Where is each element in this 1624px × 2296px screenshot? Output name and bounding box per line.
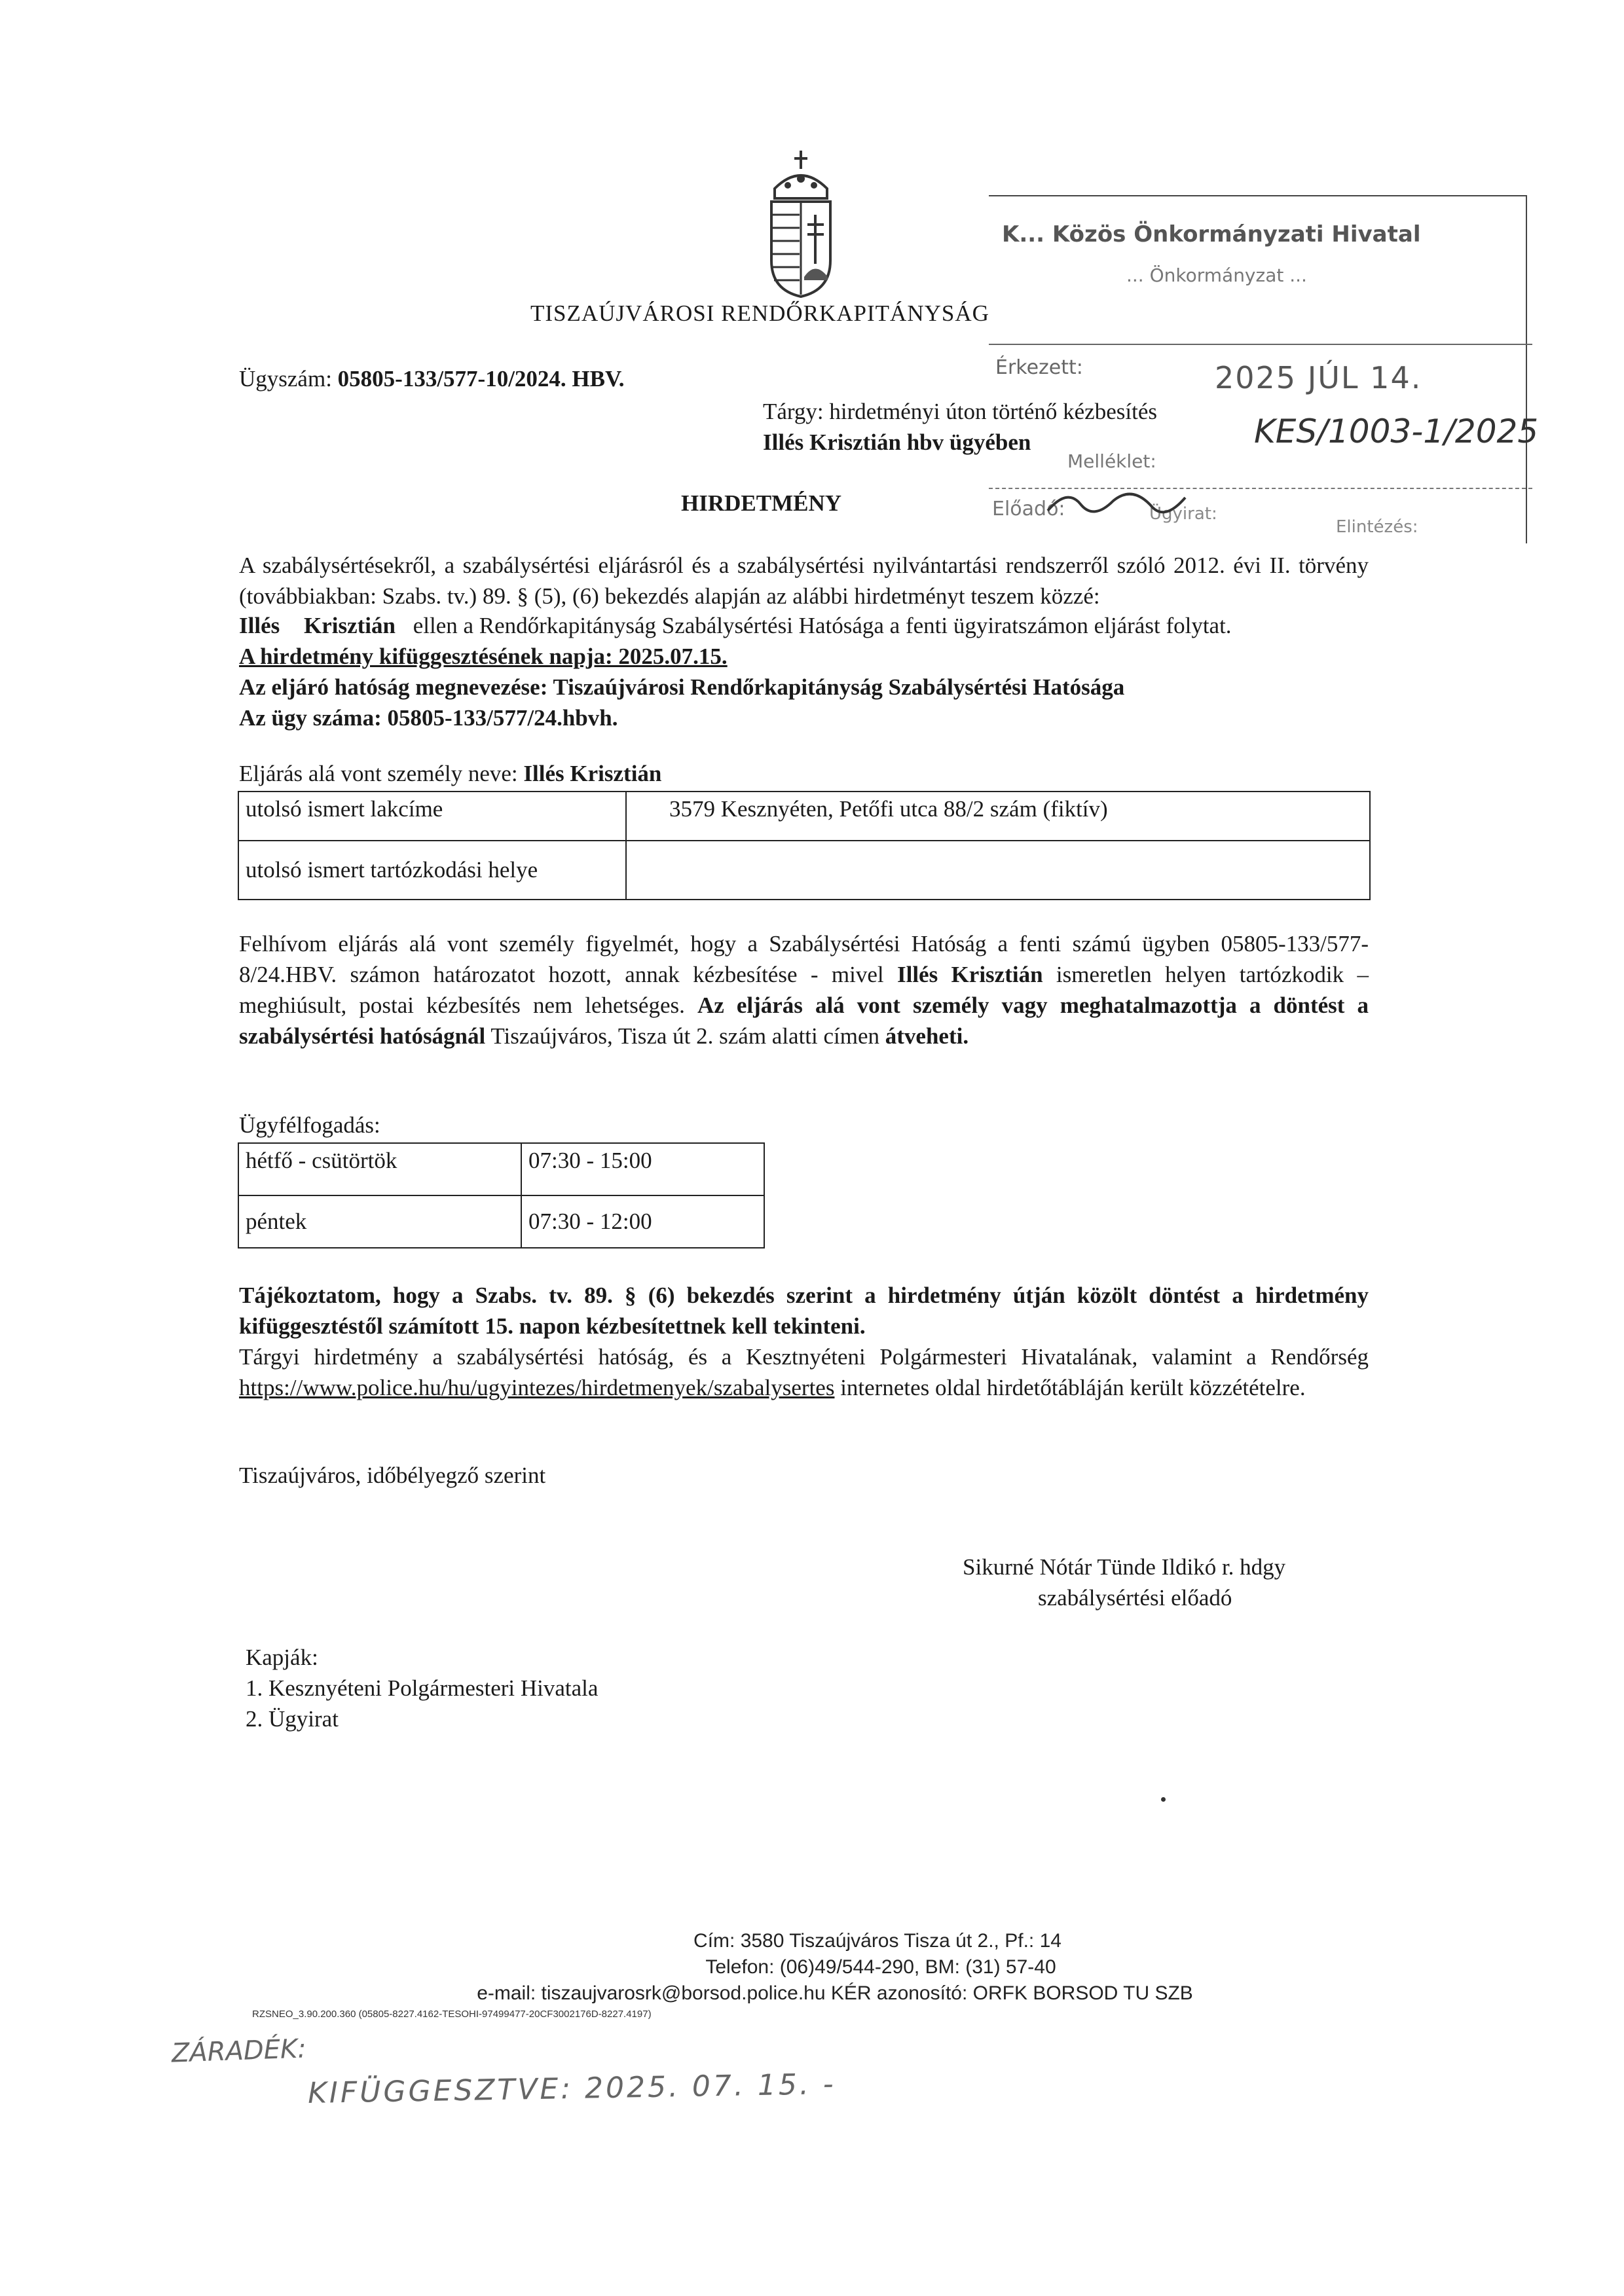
info-bold-paragraph: Tájékoztatom, hogy a Szabs. tv. 89. § (6) bekezdés szerint a hirdetmény útján közölt döntést a hirdetmény kifüggesztéstől számított 15. napon kézbesítettnek kell tekinteni. xyxy=(239,1283,1369,1339)
person-name-line xyxy=(239,758,661,789)
org-title: TISZAÚJVÁROSI RENDŐRKAPITÁNYSÁG xyxy=(530,301,989,326)
stamp-line-2: ... Önkormányzat ... xyxy=(1126,264,1307,286)
signature-title: szabálysértési előadó xyxy=(1038,1585,1232,1611)
info-text-before: Tárgyi hirdetmény a szabálysértési hatóság, és a Kesztnyéteni Polgármesteri Hivatalának, valamint a Rendőrség xyxy=(239,1344,1369,1370)
stamp-received-label: Érkezett: xyxy=(995,356,1083,379)
person-name-label: Eljárás alá vont személy neve: xyxy=(239,761,518,786)
notice-text-5: átveheti. xyxy=(885,1023,969,1049)
table-row xyxy=(238,1143,764,1195)
person-name-value: Illés Krisztián xyxy=(523,761,662,786)
hours-day: hétfő - csütörtök xyxy=(238,1143,521,1195)
footer-address: Cím: 3580 Tiszaújváros Tisza út 2., Pf.: 14 xyxy=(693,1930,1061,1952)
table-row xyxy=(238,1195,764,1248)
hours-table xyxy=(238,1142,765,1248)
notice-text-1: Felhívom eljárás alá vont személy figyelmét, hogy a Szabálysértési Hatóság a fenti számú ügyben 05805-133/577-8/24.HBV. számon határozatot hozott, annak kézbesítése - mivel xyxy=(239,931,1369,987)
authority-line: Az eljáró hatóság megnevezése: Tiszaújvárosi Rendőrkapitányság Szabálysértési Hatósága xyxy=(239,674,1125,700)
intro-name: Illés Krisztián xyxy=(239,613,396,638)
footer xyxy=(0,1928,1624,2007)
posting-date: A hirdetmény kifüggesztésének napja: 2025.07.15. xyxy=(239,644,728,669)
coat-of-arms-emblem xyxy=(765,149,837,300)
police-website-link[interactable]: https://www.police.hu/hu/ugyintezes/hirdetmenyek/szabalysertes xyxy=(239,1375,835,1400)
hours-time: 07:30 - 15:00 xyxy=(521,1143,764,1195)
hours-day: péntek xyxy=(238,1195,521,1248)
case-number-value: 05805-133/577-10/2024. HBV. xyxy=(337,366,625,392)
table-row xyxy=(238,792,1370,841)
notice-paragraph xyxy=(239,928,1369,1051)
case-number xyxy=(239,363,625,394)
stamp-clerk-label: Előadó: xyxy=(992,498,1065,520)
notice-text-4: Tiszaújváros, Tisza út 2. szám alatti címen xyxy=(490,1023,880,1049)
document-code: RZSNEO_3.90.200.360 (05805-8227.4162-TESOHI-97499477-20CF3002176D-8227.4197) xyxy=(252,2009,652,2020)
intro-rest: ellen a Rendőrkapitányság Szabálysértési Hatósága a fenti ügyiratszámon eljárást folytat. xyxy=(413,613,1232,638)
hours-title: Ügyfélfogadás: xyxy=(239,1112,380,1138)
place-date: Tiszaújváros, időbélyegző szerint xyxy=(239,1463,546,1488)
received-stamp xyxy=(989,195,1539,543)
recipients-title: Kapják: xyxy=(246,1645,318,1670)
hours-time: 07:30 - 12:00 xyxy=(521,1195,764,1248)
info-paragraph xyxy=(239,1341,1369,1403)
table-cell-value: 3579 Kesznyéten, Petőfi utca 88/2 szám (fiktív) xyxy=(626,792,1370,841)
stamp-line-1: K... Közös Önkormányzati Hivatal xyxy=(1002,221,1421,247)
stamp-handled-label: Elintézés: xyxy=(1336,517,1418,537)
stray-mark xyxy=(1161,1797,1166,1802)
notice-text-2: ismeretlen helyen tartózkodik – meghiúsult, postai kézbesítés nem lehetséges. xyxy=(239,962,1369,1018)
handwritten-label: ZÁRADÉK: xyxy=(171,2033,307,2069)
stamp-initials-signature xyxy=(1041,484,1198,530)
table-row xyxy=(238,841,1370,900)
recipient-item: 2. Ügyirat xyxy=(246,1706,339,1732)
subject-line-2: Illés Krisztián hbv ügyében xyxy=(763,429,1031,455)
person-table xyxy=(238,791,1371,900)
intro-paragraph-2 xyxy=(239,610,1369,641)
subject-line-1: Tárgy: hirdetményi úton történő kézbesítés xyxy=(763,399,1157,424)
doc-title: HIRDETMÉNY xyxy=(681,490,842,516)
info-text-after: internetes oldal hirdetőtábláján került közzétételre. xyxy=(840,1375,1306,1400)
stamp-divider-1 xyxy=(989,344,1532,345)
case-number-line: Az ügy száma: 05805-133/577/24.hbvh. xyxy=(239,705,618,731)
case-number-label: Ügyszám: xyxy=(239,366,332,392)
footer-phone: Telefon: (06)49/544-290, BM: (31) 57-40 xyxy=(705,1956,1056,1978)
stamp-deadline-label: Ügyirat: xyxy=(1149,504,1217,524)
signature-name: Sikurné Nótár Tünde Ildikó r. hdgy xyxy=(963,1554,1286,1580)
notice-name: Illés Krisztián xyxy=(896,962,1043,987)
stamp-ref-number: KES/1003-1/2025 xyxy=(1254,412,1539,450)
notice-text-3: Az eljárás alá vont személy vagy meghatalmazottja a döntést a szabálysértési hatóságnál xyxy=(239,993,1369,1049)
footer-email: e-mail: tiszaujvarosrk@borsod.police.hu KÉR azonosító: ORFK BORSOD TU SZB xyxy=(477,1982,1193,2004)
handwritten-note: KIFÜGGESZTVE: 2025. 07. 15. - xyxy=(307,2067,837,2111)
intro-paragraph: A szabálysértésekről, a szabálysértési eljárásról és a szabálysértési nyilvántartási rendszerről szóló 2012. évi II. törvény (továbbiakban: Szabs. tv.) 89. § (5), (6) bekezdés alapján az alábbi hirdetményt teszem közzé: xyxy=(239,553,1369,609)
recipient-item: 1. Kesznyéteni Polgármesteri Hivatala xyxy=(246,1675,599,1701)
table-cell-label: utolsó ismert tartózkodási helye xyxy=(238,841,626,900)
table-cell-value xyxy=(626,841,1370,900)
table-cell-label: utolsó ismert lakcíme xyxy=(238,792,626,841)
stamp-attachment-label: Melléklet: xyxy=(1067,450,1156,472)
stamp-date: 2025 JÚL 14. xyxy=(1215,360,1422,395)
